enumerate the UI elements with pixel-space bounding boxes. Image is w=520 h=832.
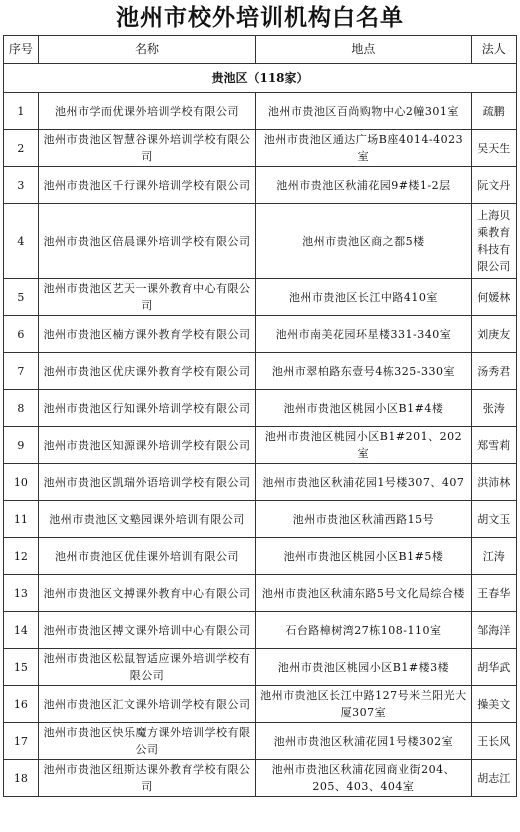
table-row [4, 353, 517, 390]
cell-no: 3 [4, 167, 39, 204]
cell-no: 14 [4, 612, 39, 649]
cell-legal-rep: 疏鹏 [471, 93, 516, 130]
cell-legal-rep: 王长风 [471, 723, 516, 760]
cell-no: 16 [4, 686, 39, 723]
cell-no: 5 [4, 279, 39, 316]
cell-address: 池州市贵池区商之都5楼 [256, 204, 471, 279]
table-row [4, 686, 517, 723]
cell-legal-rep: 胡文玉 [471, 501, 516, 538]
cell-name: 池州市贵池区文塾园课外培训有限公司 [38, 501, 255, 538]
cell-no: 18 [4, 760, 39, 797]
cell-legal-rep: 上海贝乘教育科技有限公司 [471, 204, 516, 279]
district-row [4, 64, 517, 93]
table-row [4, 501, 517, 538]
cell-no: 4 [4, 204, 39, 279]
cell-address: 池州市贵池区秋浦花园9#楼1-2层 [256, 167, 471, 204]
cell-no: 9 [4, 427, 39, 464]
cell-legal-rep: 吴天生 [471, 130, 516, 167]
cell-legal-rep: 操美文 [471, 686, 516, 723]
table-row [4, 760, 517, 797]
table-row [4, 316, 517, 353]
table-row [4, 723, 517, 760]
cell-address: 池州市贵池区通达广场B座4014-4023室 [256, 130, 471, 167]
cell-address: 池州市翠柏路东壹号4栋325-330室 [256, 353, 471, 390]
cell-name: 池州市贵池区汇文课外培训学校有限公司 [38, 686, 255, 723]
cell-address: 池州市贵池区秋浦东路5号文化局综合楼 [256, 575, 471, 612]
cell-legal-rep: 洪沛林 [471, 464, 516, 501]
cell-no: 13 [4, 575, 39, 612]
cell-address: 池州市贵池区桃园小区B1#201、202室 [256, 427, 471, 464]
cell-no: 6 [4, 316, 39, 353]
cell-name: 池州市贵池区搏文课外培训中心有限公司 [38, 612, 255, 649]
cell-address: 池州市贵池区桃园小区B1#楼3楼 [256, 649, 471, 686]
cell-address: 池州市贵池区秋浦花园商业街204、205、403、404室 [256, 760, 471, 797]
cell-name: 池州市贵池区行知课外培训学校有限公司 [38, 390, 255, 427]
cell-no: 12 [4, 538, 39, 575]
cell-name: 池州市贵池区楠方课外教育学校有限公司 [38, 316, 255, 353]
cell-legal-rep: 胡华武 [471, 649, 516, 686]
cell-address: 池州市贵池区桃园小区B1#5楼 [256, 538, 471, 575]
cell-legal-rep: 胡志江 [471, 760, 516, 797]
table-row [4, 612, 517, 649]
table-row [4, 427, 517, 464]
cell-legal-rep: 阮文丹 [471, 167, 516, 204]
cell-name: 池州市学而优课外培训学校有限公司 [38, 93, 255, 130]
header-legal-rep: 法人 [471, 36, 516, 64]
cell-address: 池州市南美花园环星楼331-340室 [256, 316, 471, 353]
cell-name: 池州市贵池区倍晨课外培训学校有限公司 [38, 204, 255, 279]
cell-legal-rep: 王春华 [471, 575, 516, 612]
table-header-row [4, 36, 517, 64]
table-row [4, 538, 517, 575]
cell-no: 17 [4, 723, 39, 760]
cell-name: 池州市贵池区纽斯达课外教育学校有限公司 [38, 760, 255, 797]
cell-legal-rep: 汤秀君 [471, 353, 516, 390]
header-address: 地点 [256, 36, 471, 64]
cell-no: 10 [4, 464, 39, 501]
table-row [4, 130, 517, 167]
cell-name: 池州市贵池区优佳课外培训有限公司 [38, 538, 255, 575]
cell-address: 池州市贵池区桃园小区B1#4楼 [256, 390, 471, 427]
cell-address: 池州市贵池区百尚购物中心2幢301室 [256, 93, 471, 130]
cell-address: 池州市贵池区秋浦花园1号楼302室 [256, 723, 471, 760]
whitelist-table [3, 35, 517, 797]
header-no: 序号 [4, 36, 39, 64]
cell-name: 池州市贵池区文搏课外教育中心有限公司 [38, 575, 255, 612]
cell-address: 池州市贵池区长江中路127号米兰阳光大厦307室 [256, 686, 471, 723]
cell-address: 池州市贵池区长江中路410室 [256, 279, 471, 316]
cell-name: 池州市贵池区智慧谷课外培训学校有限公司 [38, 130, 255, 167]
cell-no: 7 [4, 353, 39, 390]
cell-no: 2 [4, 130, 39, 167]
table-row [4, 279, 517, 316]
cell-legal-rep: 何媛林 [471, 279, 516, 316]
header-name: 名称 [38, 36, 255, 64]
table-row [4, 204, 517, 279]
cell-legal-rep: 刘庚友 [471, 316, 516, 353]
cell-no: 8 [4, 390, 39, 427]
cell-address: 石台路樟树湾27栋108-110室 [256, 612, 471, 649]
district-label: 贵池区（118家） [4, 64, 517, 93]
cell-no: 11 [4, 501, 39, 538]
cell-name: 池州市贵池区松鼠智适应课外培训学校有限公司 [38, 649, 255, 686]
table-row [4, 93, 517, 130]
cell-name: 池州市贵池区艺天一课外教育中心有限公司 [38, 279, 255, 316]
cell-name: 池州市贵池区快乐魔方课外培训学校有限公司 [38, 723, 255, 760]
cell-name: 池州市贵池区知源课外培训学校有限公司 [38, 427, 255, 464]
table-row [4, 390, 517, 427]
page-title: 池州市校外培训机构白名单 [116, 5, 404, 31]
cell-name: 池州市贵池区千行课外培训学校有限公司 [38, 167, 255, 204]
cell-no: 15 [4, 649, 39, 686]
cell-address: 池州市贵池区秋浦西路15号 [256, 501, 471, 538]
cell-legal-rep: 张涛 [471, 390, 516, 427]
table-row [4, 464, 517, 501]
cell-name: 池州市贵池区凯瑞外语培训学校有限公司 [38, 464, 255, 501]
cell-name: 池州市贵池区优庆课外教育学校有限公司 [38, 353, 255, 390]
table-row [4, 167, 517, 204]
cell-legal-rep: 郑雪莉 [471, 427, 516, 464]
table-row [4, 575, 517, 612]
cell-address: 池州市贵池区秋浦花园1号楼307、407 [256, 464, 471, 501]
table-row [4, 649, 517, 686]
cell-legal-rep: 江涛 [471, 538, 516, 575]
cell-no: 1 [4, 93, 39, 130]
cell-legal-rep: 邹海洋 [471, 612, 516, 649]
